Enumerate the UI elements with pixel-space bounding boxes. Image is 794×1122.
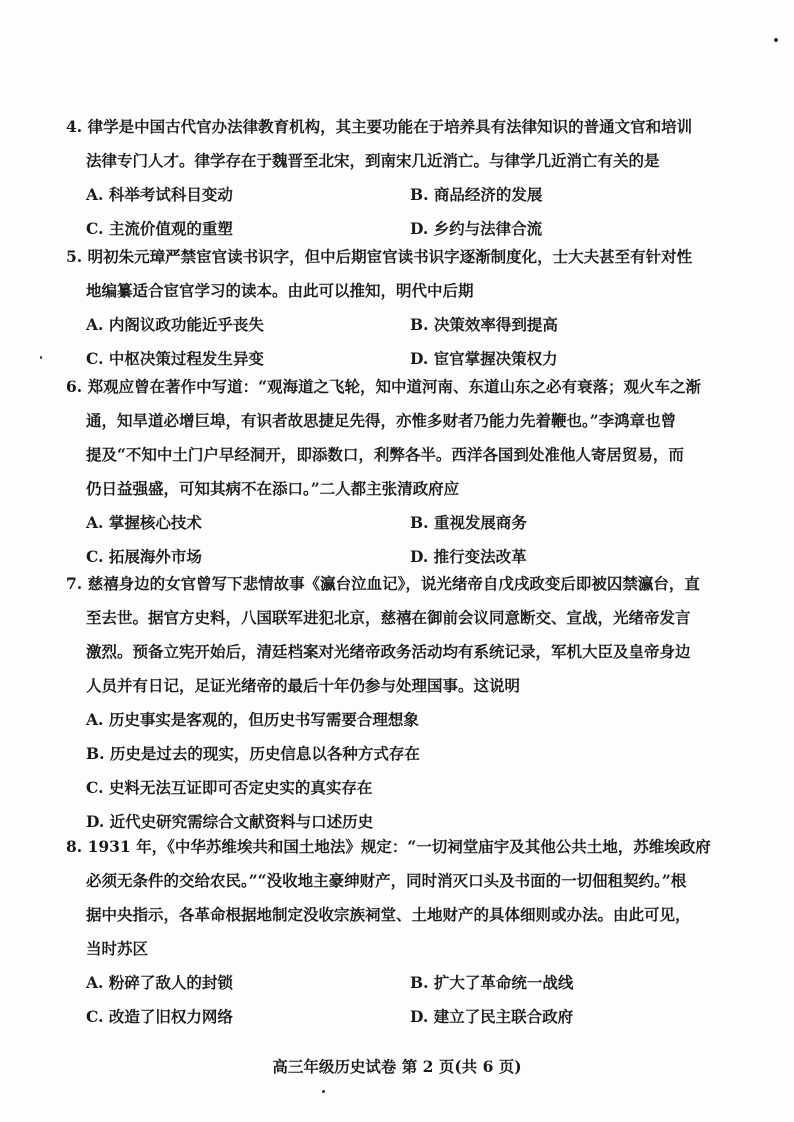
scan-speck bbox=[322, 1090, 325, 1093]
question-stem-line: 当时苏区 bbox=[86, 939, 149, 958]
question-stem-line: 7. 慈禧身边的女官曾写下悲情故事《瀛台泣血记》，说光绪帝自戊戌政变后即被囚禁瀛台，直 bbox=[66, 574, 700, 593]
question-stem-line: 必须无条件的交给农民。”“没收地主豪绅财产，同时消灭口头及书面的一切佃租契约。”根 bbox=[86, 871, 687, 890]
question-7 bbox=[66, 567, 730, 839]
question-stem-line: 6. 郑观应曾在著作中写道：“观海道之飞轮，知中道河南、东道山东之必有衰落；观火车之渐 bbox=[66, 377, 701, 396]
scan-speck bbox=[774, 38, 778, 42]
question-stem-line: 8. 1931 年，《中华苏维埃共和国土地法》规定：“一切祠堂庙宇及其他公共土地，苏维埃政府 bbox=[66, 837, 711, 856]
options-group bbox=[66, 506, 730, 574]
question-stem-line: 地编纂适合宦官学习的读本。由此可以推知，明代中后期 bbox=[86, 281, 474, 300]
question-stem-line: 据中央指示，各革命根据地制定没收宗族祠堂、土地财产的具体细则或办法。由此可见， bbox=[86, 905, 691, 924]
question-stem-line: 法律专门人才。律学存在于魏晋至北宋，到南宋几近消亡。与律学几近消亡有关的是 bbox=[86, 151, 660, 170]
options-group bbox=[66, 178, 730, 246]
option-a: A. 科举考试科目变动 bbox=[86, 185, 233, 204]
option-b: B. 商品经济的发展 bbox=[410, 185, 543, 204]
option-b: B. 历史是过去的现实，历史信息以各种方式存在 bbox=[86, 744, 420, 763]
option-b: B. 决策效率得到提高 bbox=[410, 315, 558, 334]
option-b: B. 扩大了革命统一战线 bbox=[410, 973, 574, 992]
question-stem-line: 激烈。预备立宪开始后，清廷档案对光绪帝政务活动均有系统记录，军机大臣及皇帝身边 bbox=[86, 642, 691, 661]
options-group bbox=[66, 703, 730, 839]
page-footer: 高三年级历史试卷 第 2 页(共 6 页) bbox=[272, 1057, 522, 1076]
option-a: A. 掌握核心技术 bbox=[86, 513, 202, 532]
question-stem-line: 提及“不知中土门户早经洞开，即添数口，利弊各半。西洋各国到处准他人寄居贸易，而 bbox=[86, 445, 684, 464]
option-a: A. 内阁议政功能近乎丧失 bbox=[86, 315, 264, 334]
option-a: A. 历史事实是客观的，但历史书写需要合理想象 bbox=[86, 710, 419, 729]
option-a: A. 粉碎了敌人的封锁 bbox=[86, 973, 233, 992]
option-b: B. 重视发展商务 bbox=[410, 513, 527, 532]
option-d: D. 宦官掌握决策权力 bbox=[410, 349, 558, 368]
option-d: D. 乡约与法律合流 bbox=[410, 219, 543, 238]
question-5 bbox=[66, 240, 730, 376]
question-stem-line: 人员并有日记，足证光绪帝的最后十年仍参与处理国事。这说明 bbox=[86, 676, 521, 695]
options-group bbox=[66, 966, 730, 1034]
question-stem-line: 4. 律学是中国古代官办法律教育机构，其主要功能在于培养具有法律知识的普通文官和培训 bbox=[66, 117, 693, 136]
option-d: D. 推行变法改革 bbox=[410, 547, 527, 566]
option-d: D. 近代史研究需综合文献资料与口述历史 bbox=[86, 812, 374, 831]
option-c: C. 中枢决策过程发生异变 bbox=[86, 349, 264, 368]
question-stem-line: 至去世。据官方史料，八国联军进犯北京，慈禧在御前会议同意断交、宣战，光绪帝发言 bbox=[86, 608, 691, 627]
question-stem-line: 通，知旱道必增巨埠，有识者故思捷足先得，亦惟多财者乃能力先着鞭也。”李鸿章也曾 bbox=[86, 411, 677, 430]
scan-speck bbox=[40, 356, 42, 359]
question-8 bbox=[66, 830, 730, 1034]
question-6 bbox=[66, 370, 730, 574]
option-c: C. 史料无法互证即可否定史实的真实存在 bbox=[86, 778, 373, 797]
option-d: D. 建立了民主联合政府 bbox=[410, 1007, 574, 1026]
options-group bbox=[66, 308, 730, 376]
question-4 bbox=[66, 110, 730, 246]
question-stem-line: 仍日益强盛，可知其病不在添口。”二人都主张清政府应 bbox=[86, 479, 460, 498]
option-c: C. 主流价值观的重塑 bbox=[86, 219, 233, 238]
question-stem-line: 5. 明初朱元璋严禁宦官读书识字，但中后期宦官读书识字逐渐制度化，士大夫甚至有针对性 bbox=[66, 247, 693, 266]
option-c: C. 改造了旧权力网络 bbox=[86, 1007, 233, 1026]
option-c: C. 拓展海外市场 bbox=[86, 547, 202, 566]
